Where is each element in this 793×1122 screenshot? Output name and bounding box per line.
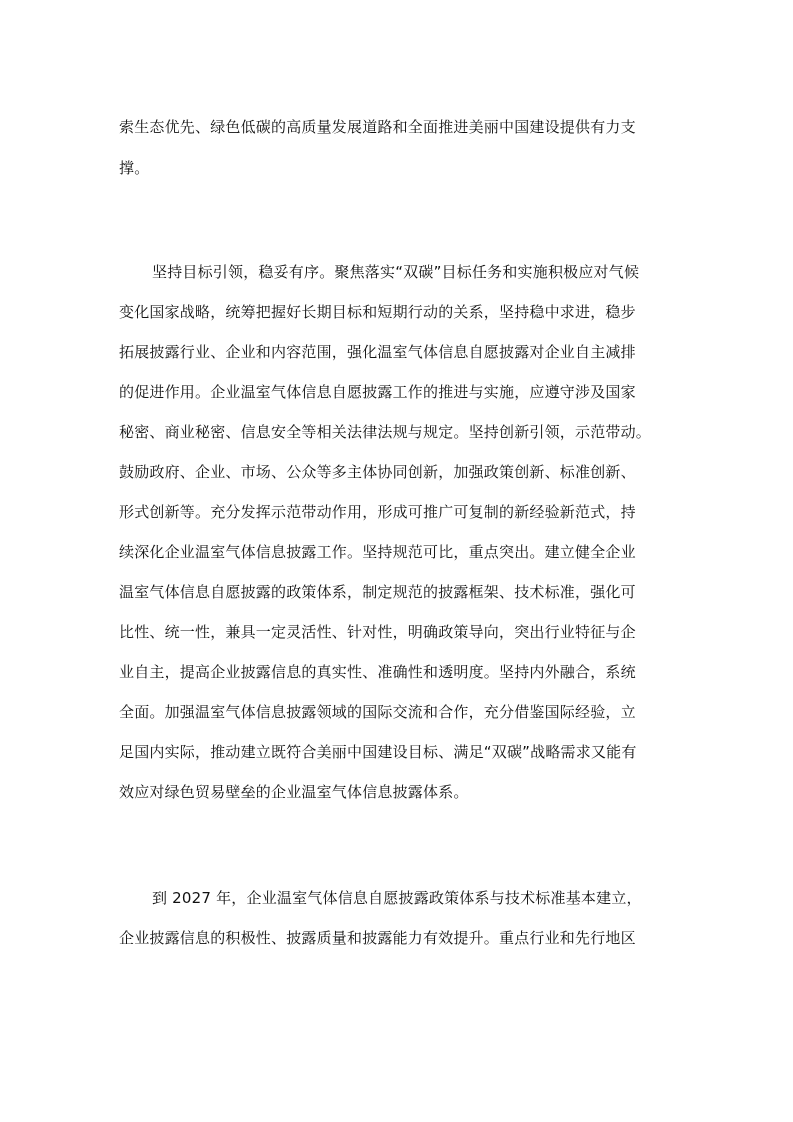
- paragraph-line: 温室气体信息自愿披露的政策体系，制定规范的披露框架、技术标准，强化可: [119, 583, 636, 601]
- paragraph-line: 续深化企业温室气体信息披露工作。坚持规范可比，重点突出。建立健全企业: [119, 543, 636, 561]
- paragraph-line: 形式创新等。充分发挥示范带动作用，形成可推广可复制的新经验新范式，持: [119, 503, 636, 521]
- paragraph-line: 效应对绿色贸易壁垒的企业温室气体信息披露体系。: [119, 783, 469, 801]
- paragraph-line: 索生态优先、绿色低碳的高质量发展道路和全面推进美丽中国建设提供有力支: [119, 118, 636, 136]
- paragraph-line: 企业披露信息的积极性、披露质量和披露能力有效提升。重点行业和先行地区: [119, 929, 636, 947]
- paragraph-line: 鼓励政府、企业、市场、公众等多主体协同创新，加强政策创新、标准创新、: [119, 463, 636, 481]
- paragraph-line: 坚持目标引领，稳妥有序。聚焦落实“双碳”目标任务和实施积极应对气候: [152, 263, 640, 281]
- paragraph-line: 秘密、商业秘密、信息安全等相关法律法规与规定。坚持创新引领，示范带动。: [119, 423, 652, 441]
- paragraph-line: 撑。: [119, 159, 150, 177]
- paragraph-line: 拓展披露行业、企业和内容范围，强化温室气体信息自愿披露对企业自主减排: [119, 343, 636, 361]
- paragraph-line: 全面。加强温室气体信息披露领域的国际交流和合作，充分借鉴国际经验，立: [119, 703, 636, 721]
- paragraph-line: 到 2027 年，企业温室气体信息自愿披露政策体系与技术标准基本建立，: [152, 889, 642, 907]
- paragraph-line: 足国内实际，推动建立既符合美丽中国建设目标、满足“双碳”战略需求又能有: [119, 743, 637, 761]
- paragraph-line: 变化国家战略，统筹把握好长期目标和短期行动的关系，坚持稳中求进，稳步: [119, 303, 636, 321]
- paragraph-line: 比性、统一性，兼具一定灵活性、针对性，明确政策导向，突出行业特征与企: [119, 623, 636, 641]
- paragraph-line: 的促进作用。企业温室气体信息自愿披露工作的推进与实施，应遵守涉及国家: [119, 383, 636, 401]
- paragraph-line: 业自主，提高企业披露信息的真实性、准确性和透明度。坚持内外融合，系统: [119, 663, 636, 681]
